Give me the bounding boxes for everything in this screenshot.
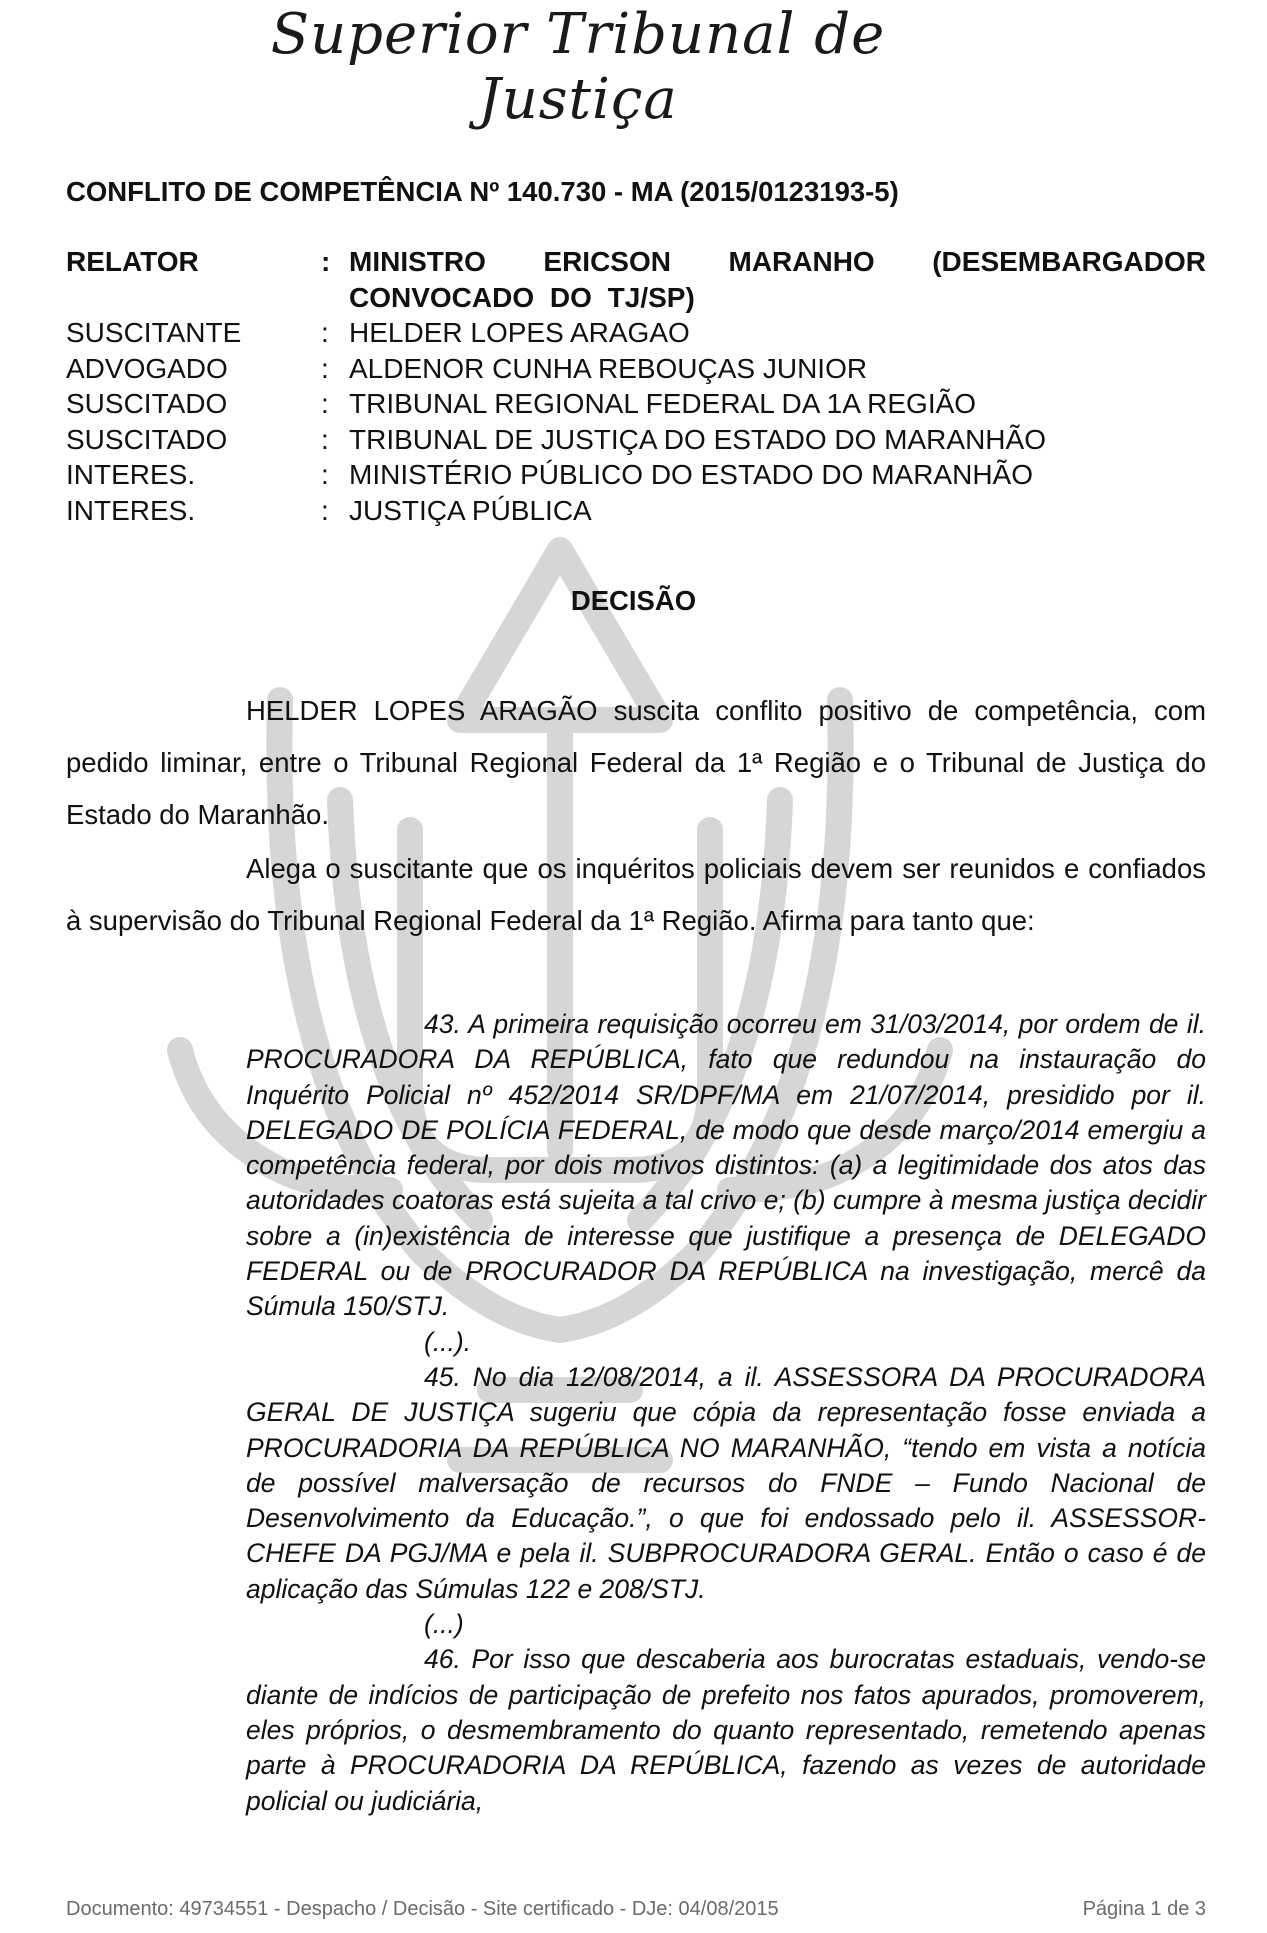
quote-paragraph-46: 46. Por isso que descaberia aos burocratas estaduais, vendo-se diante de indícios de participação de prefeito nos fatos apurados, promoverem, eles próprios, o desmembramento do quanto representado, remetendo apenas parte à PROCURADORIA DA REPÚBLICA, fazendo as vezes de autoridade policial ou judiciária, [246,1644,1206,1816]
paragraph-text: Alega o suscitante que os inquéritos policiais devem ser reunidos e confiados à supervisão do Tribunal Regional Federal da 1ª Região. Afirma para tanto que: [66,853,1206,936]
quote-paragraph-43: 43. A primeira requisição ocorreu em 31/03/2014, por ordem de il. PROCURADORA DA REPÚBLICA, fato que redundou na instauração do Inquérito Policial nº 452/2014 SR/DPF/MA em 21/07/2014, presidido por il. DELEGADO DE POLÍCIA FEDERAL, de modo que desde março/2014 emergiu a competência federal, por dois motivos distintos: (a) a legitimidade dos atos das autoridades coatoras está sujeita a tal crivo e; (b) cumpre à mesma justiça decidir sobre a (in)existência de interesse que justifique a presença de DELEGADO FEDERAL ou de PROCURADOR DA REPÚBLICA na investigação, mercê da Súmula 150/STJ. [246,1009,1206,1322]
page-title: CONFLITO DE COMPETÊNCIA Nº 140.730 - MA (2015/0123193-5) [66,176,899,207]
party-colon: : [321,352,329,384]
body-paragraph-1 [66,685,1206,841]
page-footer [66,1898,1206,1921]
party-row-advogado [66,351,1206,387]
party-role: SUSCITADO [66,388,228,419]
party-value: TRIBUNAL DE JUSTIÇA DO ESTADO DO MARANHÃO [349,423,1046,455]
party-value: MINISTÉRIO PÚBLICO DO ESTADO DO MARANHÃO [349,459,1034,490]
party-role: INTERES. [66,459,196,490]
document-info: Documento: 49734551 - Despacho / Decisão - Site certificado - DJe: 04/08/2015 [66,1898,779,1920]
party-role: ADVOGADO [66,352,228,384]
party-value: MINISTRO ERICSON MARANHO (DESEMBARGADOR CONVOCADO DO TJ/SP) [349,246,1206,313]
paragraph-text: HELDER LOPES ARAGÃO suscita conflito positivo de competência, com pedido liminar, entre o Tribunal Regional Federal da 1ª Região e o Tribunal de Justiça do Estado do Maranhão. [66,695,1206,830]
party-colon: : [321,317,329,348]
party-value: ALDENOR CUNHA REBOUÇAS JUNIOR [349,352,868,384]
party-row-suscitante [66,315,1206,351]
party-colon: : [321,423,329,455]
block-quote [246,1007,1206,1819]
decision-heading: DECISÃO [570,585,697,616]
quote-paragraph-45: 45. No dia 12/08/2014, a il. ASSESSORA DA PROCURADORA GERAL DE JUSTIÇA sugeriu que cópia da representação fosse enviada a PROCURADORIA DA REPÚBLICA NO MARANHÃO, “tendo em vista a notícia de possível malversação de recursos do FNDE – Fundo Nacional de Desenvolvimento da Educação.”, o que foi endossado pelo il. ASSESSOR-CHEFE DA PGJ/MA e pela il. SUBPROCURADORA GERAL. Então o caso é de aplicação das Súmulas 122 e 208/STJ. [246,1361,1206,1604]
party-row-relator [66,244,1206,315]
party-value: JUSTIÇA PÚBLICA [349,494,592,526]
body-paragraph-2 [66,843,1206,947]
quote-ellipsis: (...) [424,1609,464,1640]
party-role: SUSCITADO [66,423,228,455]
party-colon: : [321,388,329,419]
page-number: Página 1 de 3 [1082,1898,1206,1920]
party-colon: : [321,494,329,526]
party-value: HELDER LOPES ARAGAO [349,317,690,348]
party-role: RELATOR [66,246,199,277]
party-row-interes-2 [66,493,1206,529]
party-colon: : [321,459,329,490]
party-role: INTERES. [66,494,196,526]
party-row-interes-1 [66,457,1206,493]
party-role: SUSCITANTE [66,317,242,348]
party-colon: : [321,246,331,277]
party-value: TRIBUNAL REGIONAL FEDERAL DA 1A REGIÃO [349,388,977,419]
parties-table [66,244,1206,528]
quote-ellipsis: (...). [424,1326,472,1357]
party-row-suscitado-1 [66,386,1206,422]
court-logo: Superior Tribunal de Justiça [270,2,886,132]
party-row-suscitado-2 [66,422,1206,458]
